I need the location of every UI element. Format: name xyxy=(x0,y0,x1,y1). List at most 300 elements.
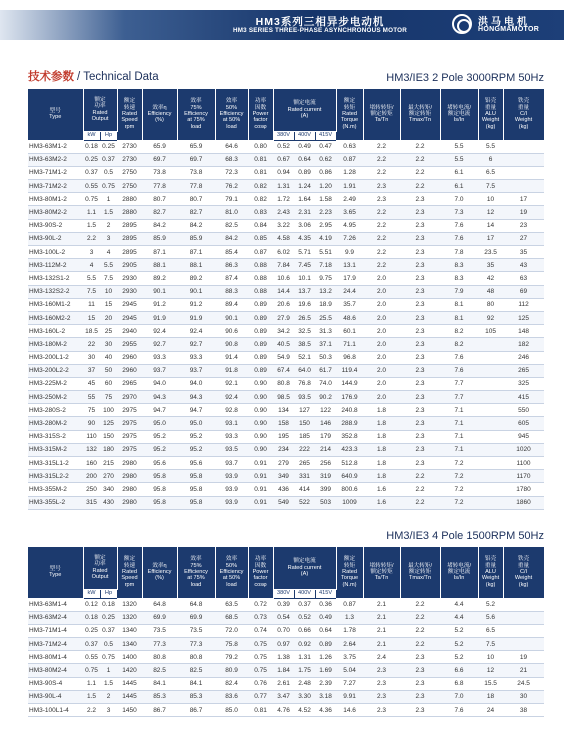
table-cell: 38.5 xyxy=(294,338,315,351)
table-cell: 94.0 xyxy=(142,377,177,390)
table-cell: 148 xyxy=(503,325,544,338)
table-cell: 0.94 xyxy=(273,166,294,179)
table-cell: 2.48 xyxy=(294,677,315,690)
table-cell: 14.4 xyxy=(273,285,294,298)
table-cell: 0.87 xyxy=(336,153,363,166)
table-cell: 4.95 xyxy=(336,219,363,232)
table-cell: 84.1 xyxy=(177,677,215,690)
table-cell: 6.8 xyxy=(440,677,478,690)
model-type-cell: HM3-200L2-2 xyxy=(28,364,83,377)
col-current-header: 额定电流 Rated current (A) xyxy=(273,547,336,589)
table-cell: 19 xyxy=(503,651,544,664)
table-cell: 1340 xyxy=(117,624,142,637)
table-cell: 10 xyxy=(478,651,503,664)
table-cell: 92.4 xyxy=(215,391,248,404)
table-cell: 0.52 xyxy=(273,140,294,153)
table-cell: 0.88 xyxy=(248,259,273,272)
model-type-cell: HM3-63M2-4 xyxy=(28,611,83,624)
table-row xyxy=(28,246,544,259)
table-cell: 72.0 xyxy=(215,624,248,637)
table-cell: 2.0 xyxy=(363,351,400,364)
table-cell: 2980 xyxy=(117,483,142,496)
table-cell: 91.9 xyxy=(177,311,215,324)
table-row xyxy=(28,638,544,651)
table-cell: 2.3 xyxy=(400,690,440,703)
table-cell: 195 xyxy=(273,430,294,443)
spec-table-2-pole xyxy=(28,89,545,510)
table-cell: 0.86 xyxy=(315,166,336,179)
table-cell: 2945 xyxy=(117,298,142,311)
table-cell: 2.3 xyxy=(400,285,440,298)
table-cell: 2.43 xyxy=(273,206,294,219)
col-is-in-header: 堵转电流/ 额定电流 Is/In xyxy=(440,89,478,140)
table-cell: 2.3 xyxy=(400,457,440,470)
model-type-cell: HM3-71M1-4 xyxy=(28,624,83,637)
table-cell: 2.0 xyxy=(363,338,400,351)
table-cell: 1009 xyxy=(336,496,363,509)
table-cell: 45 xyxy=(83,377,100,390)
table-cell: 0.89 xyxy=(248,338,273,351)
table-cell: 64.8 xyxy=(177,598,215,611)
table-cell: 82.5 xyxy=(142,664,177,677)
table-cell: 2.0 xyxy=(363,272,400,285)
table-cell: 80 xyxy=(478,298,503,311)
table-cell: 95.2 xyxy=(177,443,215,456)
table-cell: 3.30 xyxy=(294,690,315,703)
table-cell: 2.2 xyxy=(83,704,100,717)
table-cell: 2.3 xyxy=(400,193,440,206)
table-cell: 7.2 xyxy=(440,457,478,470)
table-cell: 215 xyxy=(100,457,117,470)
table-cell: 112 xyxy=(503,298,544,311)
table-cell: 2.61 xyxy=(273,677,294,690)
table-cell: 87.1 xyxy=(142,246,177,259)
table-cell: 160 xyxy=(83,457,100,470)
table-cell: 90.1 xyxy=(177,285,215,298)
model-type-cell: HM3-355L-2 xyxy=(28,496,83,509)
table-cell: 12 xyxy=(478,206,503,219)
model-type-cell: HM3-100L1-4 xyxy=(28,704,83,717)
table-cell: 2.3 xyxy=(363,704,400,717)
table-cell: 3.22 xyxy=(273,219,294,232)
table-cell: 80.7 xyxy=(142,193,177,206)
table-cell: 2895 xyxy=(117,232,142,245)
col-weight-ci-header: 铁壳 重量 C/I Weight (kg) xyxy=(503,89,544,140)
table-cell: 1.8 xyxy=(363,417,400,430)
table-cell: 3 xyxy=(83,246,100,259)
table-cell: 7.2 xyxy=(440,496,478,509)
table-cell: 0.89 xyxy=(315,638,336,651)
table-cell: 2.3 xyxy=(400,351,440,364)
table-cell: 86.3 xyxy=(215,259,248,272)
table-cell: 1400 xyxy=(117,651,142,664)
table-cell: 7.3 xyxy=(440,206,478,219)
table-cell: 0.81 xyxy=(248,166,273,179)
table-cell: 22 xyxy=(83,338,100,351)
col-torque-header: 额定 转矩 Rated Torque (N.m) xyxy=(336,547,363,598)
table-cell: 1020 xyxy=(503,443,544,456)
table-cell: 8.3 xyxy=(440,272,478,285)
table-cell: 1.8 xyxy=(363,404,400,417)
table-cell: 2960 xyxy=(117,351,142,364)
model-type-cell: HM3-315L2-2 xyxy=(28,470,83,483)
table-cell: 2940 xyxy=(117,325,142,338)
table-cell: 2.31 xyxy=(294,206,315,219)
table-cell: 13.1 xyxy=(336,259,363,272)
table-cell: 0.73 xyxy=(248,611,273,624)
table-cell: 182 xyxy=(503,338,544,351)
table-cell: 10 xyxy=(100,285,117,298)
table-cell xyxy=(478,496,503,509)
col-pf-header: 功率 因数 Power factor cosφ xyxy=(248,547,273,598)
table-cell: 1.84 xyxy=(273,664,294,677)
model-type-cell: HM3-100L-2 xyxy=(28,246,83,259)
table-cell: 81.0 xyxy=(215,206,248,219)
table-cell: 110 xyxy=(83,430,100,443)
table-cell: 93.3 xyxy=(177,351,215,364)
table-cell: 5.71 xyxy=(294,246,315,259)
table-cell: 2.3 xyxy=(400,219,440,232)
table-cell: 37.1 xyxy=(315,338,336,351)
table-cell: 37 xyxy=(83,364,100,377)
table-cell: 0.82 xyxy=(248,193,273,206)
table-cell: 7.2 xyxy=(440,470,478,483)
table-cell: 4.36 xyxy=(315,704,336,717)
table-cell: 2.3 xyxy=(400,391,440,404)
table-cell: 30 xyxy=(100,338,117,351)
table-cell: 1860 xyxy=(503,496,544,509)
table-cell xyxy=(478,351,503,364)
table-cell: 0.90 xyxy=(248,417,273,430)
col-kw-subheader: kW xyxy=(83,589,100,598)
table-cell: 6.6 xyxy=(440,664,478,677)
table-cell: 0.72 xyxy=(248,598,273,611)
table-cell: 146 xyxy=(315,417,336,430)
table-cell: 1.5 xyxy=(83,690,100,703)
table-cell: 0.63 xyxy=(336,140,363,153)
table-cell: 2.95 xyxy=(315,219,336,232)
table-cell: 7.6 xyxy=(440,232,478,245)
table-cell: 105 xyxy=(478,325,503,338)
col-power-header: 额定 功率 Rated Output xyxy=(83,547,117,589)
table-cell: 0.75 xyxy=(83,193,100,206)
table-cell: 95.2 xyxy=(142,443,177,456)
table-cell: 8.1 xyxy=(440,298,478,311)
table-cell: 512.8 xyxy=(336,457,363,470)
table-cell: 0.91 xyxy=(248,496,273,509)
table-cell: 1170 xyxy=(503,470,544,483)
table-cell: 95.8 xyxy=(142,496,177,509)
brand-logo xyxy=(452,12,560,38)
table-cell: 4.58 xyxy=(273,232,294,245)
table-cell xyxy=(478,404,503,417)
table-cell: 2.2 xyxy=(363,259,400,272)
table-cell: 2930 xyxy=(117,272,142,285)
table-cell: 1320 xyxy=(117,611,142,624)
table-cell: 2.2 xyxy=(400,496,440,509)
table-cell: 0.89 xyxy=(248,364,273,377)
table-cell: 15.5 xyxy=(478,677,503,690)
table-cell: 0.70 xyxy=(273,624,294,637)
table-cell: 85.4 xyxy=(215,246,248,259)
table-cell: 75 xyxy=(83,404,100,417)
table-cell: 1.8 xyxy=(363,443,400,456)
table-cell: 7.5 xyxy=(83,285,100,298)
table-cell: 2.2 xyxy=(400,470,440,483)
table-cell: 26.5 xyxy=(294,311,315,324)
table-cell: 1.5 xyxy=(100,677,117,690)
table-cell: 42 xyxy=(478,272,503,285)
table-cell: 7.6 xyxy=(440,351,478,364)
table-cell: 3.65 xyxy=(336,206,363,219)
table-cell: 945 xyxy=(503,430,544,443)
table-cell: 0.80 xyxy=(248,140,273,153)
table-cell: 5.5 xyxy=(478,140,503,153)
table-cell: 0.64 xyxy=(315,624,336,637)
table-row xyxy=(28,690,544,703)
table-cell: 6.5 xyxy=(478,166,503,179)
table-cell: 92.4 xyxy=(142,325,177,338)
model-type-cell: HM3-71M2-2 xyxy=(28,180,83,193)
table-cell: 2.2 xyxy=(83,232,100,245)
table-cell: 95.6 xyxy=(177,457,215,470)
table-cell: 6.02 xyxy=(273,246,294,259)
table-cell: 0.90 xyxy=(248,404,273,417)
table-cell: 80.8 xyxy=(142,651,177,664)
table-cell: 2.3 xyxy=(400,664,440,677)
table-cell: 0.55 xyxy=(83,651,100,664)
table-cell: 69 xyxy=(503,285,544,298)
table-cell: 54.9 xyxy=(273,351,294,364)
table-cell: 5.5 xyxy=(83,272,100,285)
model-type-cell: HM3-315L1-2 xyxy=(28,457,83,470)
table-cell: 0.64 xyxy=(294,153,315,166)
table-cell: 2975 xyxy=(117,430,142,443)
table-cell: 82.5 xyxy=(177,664,215,677)
table-cell: 0.81 xyxy=(248,153,273,166)
table-cell: 0.90 xyxy=(248,430,273,443)
table-cell: 0.90 xyxy=(248,391,273,404)
table-cell: 85.9 xyxy=(142,232,177,245)
col-hp-subheader: Hp xyxy=(100,589,117,598)
header-title: HM3系列三相异步电动机 xyxy=(255,16,385,28)
table-cell: 1.58 xyxy=(315,193,336,206)
table-cell: 0.12 xyxy=(83,598,100,611)
table-cell: 1.8 xyxy=(363,457,400,470)
table-cell: 13.2 xyxy=(315,285,336,298)
table-cell: 89.2 xyxy=(177,272,215,285)
col-type-header: 型号 Type xyxy=(28,89,83,140)
table-cell: 4.52 xyxy=(294,704,315,717)
model-type-cell: HM3-90S-4 xyxy=(28,677,83,690)
col-weight-alu-header: 铝壳 重量 ALU Weight (kg) xyxy=(478,89,503,140)
table-cell xyxy=(503,624,544,637)
table-cell: 1445 xyxy=(117,690,142,703)
table-cell: 2880 xyxy=(117,206,142,219)
table-cell: 85.9 xyxy=(177,232,215,245)
table-cell: 0.88 xyxy=(248,285,273,298)
table-row xyxy=(28,338,544,351)
table-cell: 0.37 xyxy=(83,166,100,179)
table-row xyxy=(28,611,544,624)
col-400v-subheader: 400V xyxy=(294,131,315,140)
table-cell: 2930 xyxy=(117,285,142,298)
table-cell: 95.8 xyxy=(177,496,215,509)
table-cell: 93.7 xyxy=(215,457,248,470)
table-cell: 85.0 xyxy=(215,704,248,717)
table-cell: 23 xyxy=(503,219,544,232)
table-cell: 2.1 xyxy=(363,624,400,637)
table-cell: 40 xyxy=(100,351,117,364)
table-cell: 93.9 xyxy=(215,470,248,483)
table-cell: 8.2 xyxy=(440,325,478,338)
table-cell: 12 xyxy=(478,664,503,677)
table-cell: 234 xyxy=(273,443,294,456)
table-cell: 185 xyxy=(294,430,315,443)
table-cell: 27.9 xyxy=(273,311,294,324)
table-cell: 0.52 xyxy=(294,611,315,624)
table-cell: 2895 xyxy=(117,246,142,259)
table-cell: 6 xyxy=(478,153,503,166)
table-cell: 270 xyxy=(100,470,117,483)
table-cell: 89.2 xyxy=(142,272,177,285)
table-cell: 0.47 xyxy=(315,140,336,153)
table-cell: 2 xyxy=(100,690,117,703)
table-cell: 0.88 xyxy=(248,272,273,285)
table-cell: 2.2 xyxy=(400,166,440,179)
table-cell: 7.6 xyxy=(440,219,478,232)
table-cell: 0.25 xyxy=(100,140,117,153)
table1-caption: HM3/IE3 2 Pole 3000RPM 50Hz xyxy=(386,72,544,84)
table-row xyxy=(28,404,544,417)
col-current-header: 额定电流 Rated current (A) xyxy=(273,89,336,131)
table-cell: 0.18 xyxy=(83,611,100,624)
table-cell xyxy=(478,377,503,390)
table-cell: 6.5 xyxy=(478,624,503,637)
table-cell: 0.97 xyxy=(273,638,294,651)
table-cell: 2.3 xyxy=(400,246,440,259)
table-row xyxy=(28,180,544,193)
table-cell: 68.3 xyxy=(215,153,248,166)
table-cell: 2980 xyxy=(117,496,142,509)
table-cell: 30 xyxy=(83,351,100,364)
table-cell: 2.2 xyxy=(363,206,400,219)
table-cell xyxy=(478,391,503,404)
table-cell: 95.8 xyxy=(142,483,177,496)
model-type-cell: HM3-80M1-2 xyxy=(28,193,83,206)
table-cell: 0.77 xyxy=(248,690,273,703)
header-subtitle: HM3 SERIES THREE-PHASE ASYNCHRONOUS MOTOR xyxy=(232,27,408,34)
table-cell: 0.87 xyxy=(248,246,273,259)
table-cell: 17 xyxy=(503,193,544,206)
table-cell: 95.2 xyxy=(142,430,177,443)
table-cell: 52.1 xyxy=(294,351,315,364)
table-cell: 82.7 xyxy=(142,206,177,219)
table2-body xyxy=(28,598,544,717)
table-cell: 2.0 xyxy=(363,391,400,404)
table-cell: 3 xyxy=(100,232,117,245)
model-type-cell: HM3-225M-2 xyxy=(28,377,83,390)
table-cell: 640.9 xyxy=(336,470,363,483)
table-cell: 150 xyxy=(294,417,315,430)
table-cell: 7.8 xyxy=(440,246,478,259)
table-cell: 86.7 xyxy=(142,704,177,717)
col-eff75-header: 效率 75% Efficiency at 75% load xyxy=(177,89,215,140)
table-cell: 89.4 xyxy=(215,298,248,311)
table-cell: 65.9 xyxy=(142,140,177,153)
model-type-cell: HM3-250M-2 xyxy=(28,391,83,404)
table-cell: 1.1 xyxy=(83,206,100,219)
table-cell: 31.3 xyxy=(315,325,336,338)
table-cell: 24 xyxy=(478,704,503,717)
model-type-cell: HM3-90L-2 xyxy=(28,232,83,245)
table-cell: 95.0 xyxy=(177,417,215,430)
table-cell: 9.91 xyxy=(336,690,363,703)
table-cell: 2.3 xyxy=(400,430,440,443)
col-pf-header: 功率 因数 Power factor cosφ xyxy=(248,89,273,140)
model-type-cell: HM3-112M-2 xyxy=(28,259,83,272)
table-cell: 415 xyxy=(503,391,544,404)
table-row xyxy=(28,677,544,690)
table-cell: 7.1 xyxy=(440,404,478,417)
model-type-cell: HM3-71M2-4 xyxy=(28,638,83,651)
table-cell: 549 xyxy=(273,496,294,509)
table-cell: 1.5 xyxy=(100,206,117,219)
table-cell: 65.9 xyxy=(177,140,215,153)
table-cell: 7.27 xyxy=(336,677,363,690)
table-cell: 4.35 xyxy=(294,232,315,245)
col-efficiency-header: 效率η Efficiency (%) xyxy=(142,89,177,140)
table-cell: 60 xyxy=(100,377,117,390)
table-cell: 95.0 xyxy=(142,417,177,430)
table-row xyxy=(28,598,544,611)
table-cell: 5.2 xyxy=(440,638,478,651)
col-weight-alu-header: 铝壳 重量 ALU Weight (kg) xyxy=(478,547,503,598)
table-cell: 9.75 xyxy=(315,272,336,285)
table-cell: 79.2 xyxy=(215,651,248,664)
table-cell: 95.2 xyxy=(177,430,215,443)
model-type-cell: HM3-160M2-2 xyxy=(28,311,83,324)
table-cell: 50 xyxy=(100,364,117,377)
table-cell: 125 xyxy=(503,311,544,324)
table-cell: 1320 xyxy=(117,598,142,611)
table-cell: 1.69 xyxy=(315,664,336,677)
table-cell: 73.5 xyxy=(177,624,215,637)
table-cell: 10 xyxy=(478,193,503,206)
table-cell: 0.75 xyxy=(248,664,273,677)
table-cell: 80.9 xyxy=(215,664,248,677)
table-cell: 250 xyxy=(83,483,100,496)
table-cell: 93.5 xyxy=(294,391,315,404)
table-cell: 122 xyxy=(315,404,336,417)
table-cell: 30 xyxy=(503,690,544,703)
table-cell: 84.2 xyxy=(215,232,248,245)
table-row xyxy=(28,470,544,483)
table-cell: 522 xyxy=(294,496,315,509)
table-cell: 94.0 xyxy=(177,377,215,390)
table-cell: 77.8 xyxy=(177,180,215,193)
model-type-cell: HM3-132S2-2 xyxy=(28,285,83,298)
table-cell: 95.8 xyxy=(142,470,177,483)
table-cell: 0.36 xyxy=(315,598,336,611)
table-cell: 423.3 xyxy=(336,443,363,456)
table-cell: 4.4 xyxy=(440,611,478,624)
table-cell: 5.5 xyxy=(440,153,478,166)
logo-mark-icon xyxy=(452,14,472,34)
table-row xyxy=(28,417,544,430)
table-cell: 119.4 xyxy=(336,364,363,377)
table-row xyxy=(28,206,544,219)
